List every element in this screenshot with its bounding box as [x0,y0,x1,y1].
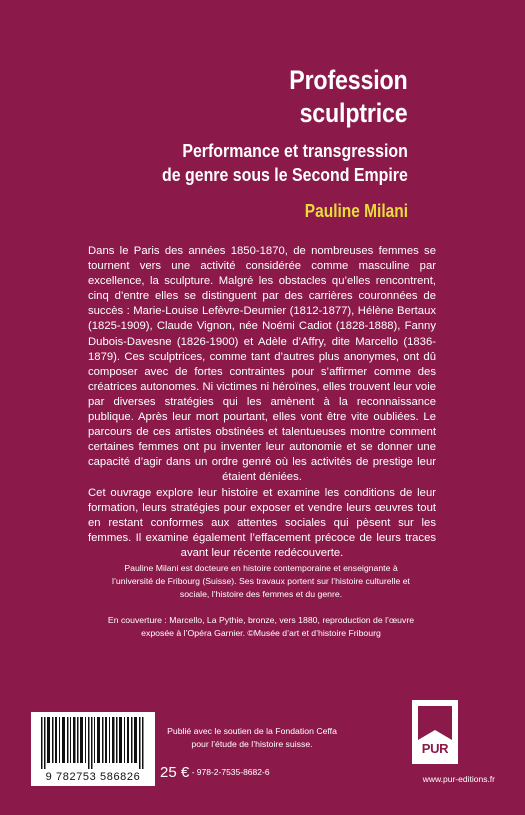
publisher-logo [412,700,458,764]
barcode-digits: 9 782753 586826 [45,771,141,783]
barcode [31,712,155,786]
author-name: Pauline Milani [304,201,408,221]
cover-credit: En couverture : Marcello, La Pythie, bronze, vers 1880, reproduction de l’œuvre exposée à l’Opéra Garnier. ©Musée d’art et d’histoire Fribourg [107,615,415,638]
subtitle-line-2: de genre sous le Second Empire [162,164,408,185]
summary-paragraph-1: Dans le Paris des années 1850-1870, de nombreuses femmes se tournent vers une activité considérée comme masculine par excellence, la sculpture. Malgré les obstacles qu’elles rencontrent, cinq d’entre elles se distinguent par des carrières couronnées de succès : Marie-Louise Lefèvre-Deumier (1812-1877), Hélène Bertaux (1825-1909), Claude Vignon, née Noémi Cadiot (1828-1888), Fanny Dubois-Davesne (1826-1900) et Adèle d’Affry, dite Marcello (1836-1879). Ces sculptrices, comme tant d’autres plus anonymes, ont dû composer avec de fortes contraintes pour s’affirmer comme des créatrices autonomes. Ni victimes ni héroïnes, elles trouvent leur voie par diverses stratégies qui les amènent à la reconnaissance publique. Après leur mort pourtant, elles vont être vite oubliées. Le parcours de ces artistes obstinées et talentueuses montre comment certaines femmes ont pu inventer leur autonomie et se donner une capacité d’agir dans un ordre genré où les activités de prestige leur étaient déniées. [88,245,436,484]
price: 25 € [160,764,190,781]
author-bio: Pauline Milani est docteure en histoire contemporaine et enseignante à l’université de Fribourg (Suisse). Ses travaux portent sur l’histoire culturelle et sociale, l’histoire des femmes et du genre. [112,563,410,599]
support-notice [160,725,344,751]
book-summary [88,244,436,561]
publisher-logo-text: PUR [421,741,449,756]
subtitle-line-1: Performance et transgression [182,140,408,161]
support-line-1: Publié avec le soutien de la Fondation Ceffa [167,726,337,736]
title-line-2: sculptrice [300,98,408,128]
isbn: - 978-2-7535-8682-6 [191,767,270,777]
support-line-2: pour l’étude de l’histoire suisse. [191,739,313,749]
summary-paragraph-2: Cet ouvrage explore leur histoire et examine les conditions de leur formation, leurs stratégies pour exposer et vendre leurs œuvres tout en restant conformes aux attentes sociales qui pèsent sur les femmes. Il examine également l’effacement précoce de leurs traces avant leur récente redécouverte. [88,486,436,559]
barcode-icon [35,717,151,769]
price-isbn [160,762,270,783]
title-line-1: Profession [289,65,408,95]
book-subtitle [162,139,408,187]
book-title [290,64,408,130]
publisher-website[interactable]: www.pur-editions.fr [422,774,495,784]
